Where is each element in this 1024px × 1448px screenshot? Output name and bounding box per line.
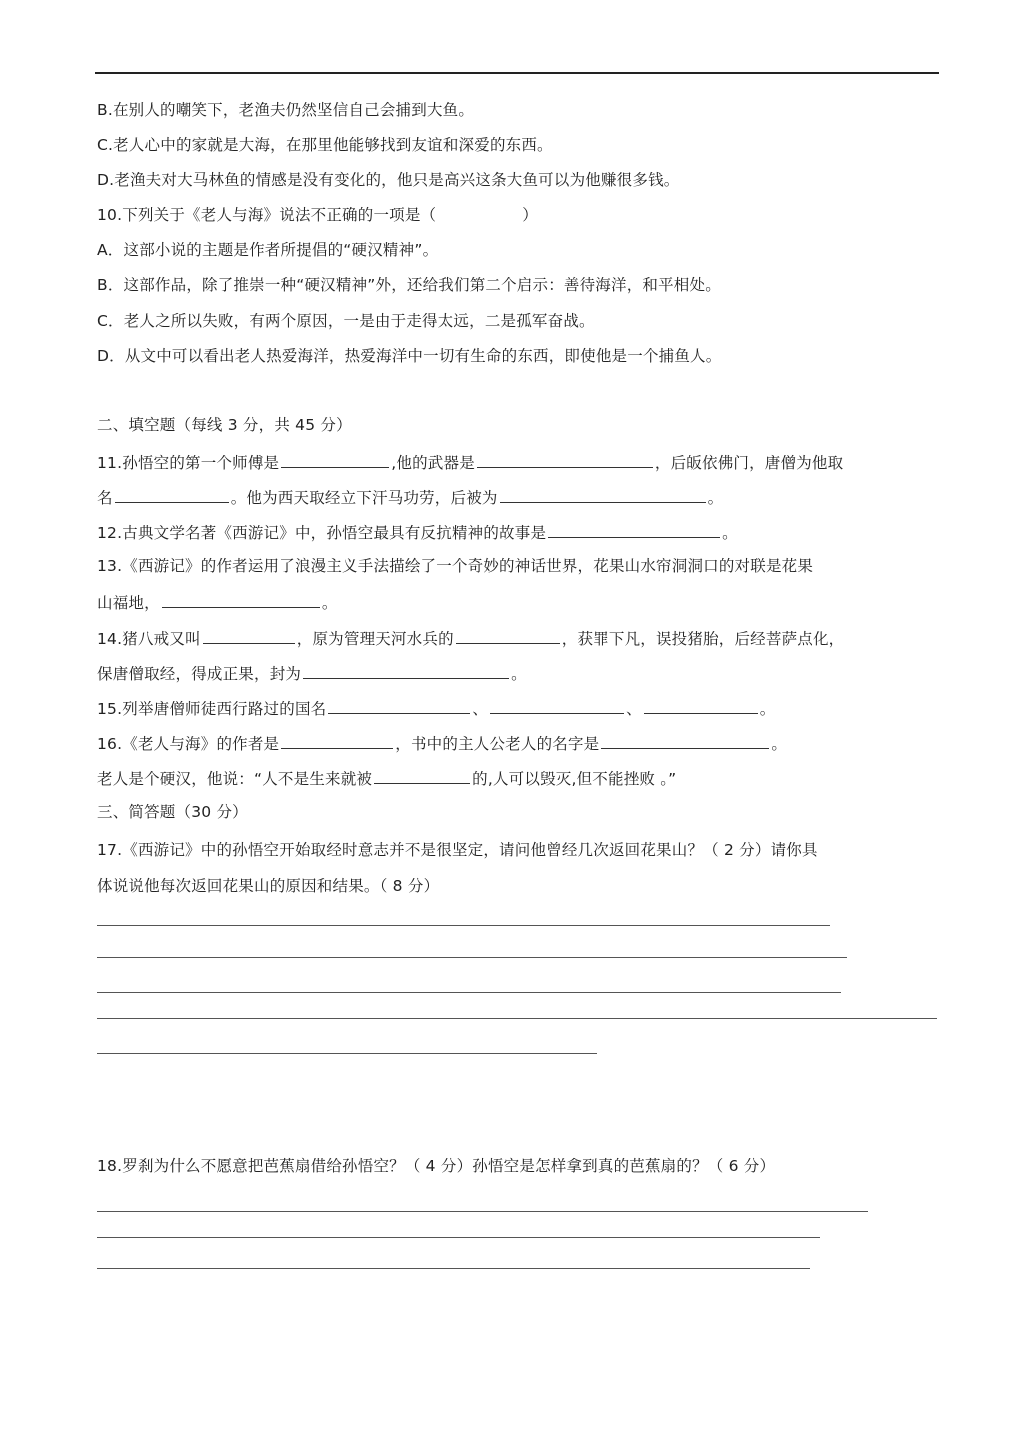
q17-line1: 17.《西游记》中的孙悟空开始取经时意志并不是很坚定，请问他曾经几次返回花果山？（ 2 分）请你具 bbox=[97, 841, 818, 859]
section-short-answer-heading: 三、简答题（30 分） bbox=[97, 803, 248, 821]
q15-sep-1: 、 bbox=[472, 700, 489, 718]
q10-option-b: B．这部作品，除了推崇一种“硬汉精神”外，还给我们第二个启示：善待海洋，和平相处。 bbox=[97, 276, 721, 294]
q17-answer-line-4[interactable] bbox=[97, 1018, 937, 1019]
q14-blank-title[interactable] bbox=[303, 662, 509, 679]
q15 bbox=[97, 697, 775, 719]
q14-text-5: 。 bbox=[511, 665, 527, 683]
q10-stem-start: 10.下列关于《老人与海》说法不正确的一项是（ bbox=[97, 206, 437, 224]
q14-line2 bbox=[97, 662, 527, 684]
q12 bbox=[97, 521, 738, 543]
q11-line1 bbox=[97, 451, 843, 473]
q13-line1: 13.《西游记》的作者运用了浪漫主义手法描绘了一个奇妙的神话世界，花果山水帘洞洞口的对联是花果 bbox=[97, 557, 814, 575]
q14-text-4: 保唐僧取经，得成正果，封为 bbox=[97, 665, 302, 683]
q11-blank-weapon[interactable] bbox=[477, 451, 653, 468]
q18-answer-line-3[interactable] bbox=[97, 1268, 810, 1269]
q14-line1 bbox=[97, 627, 844, 649]
q10-option-c: C．老人之所以失败，有两个原因，一是由于走得太远，二是孤军奋战。 bbox=[97, 312, 595, 330]
q16-line2 bbox=[97, 767, 676, 789]
q17-answer-line-5[interactable] bbox=[97, 1053, 597, 1054]
q11-text-1: 11.孙悟空的第一个师傅是 bbox=[97, 454, 280, 472]
q10-option-d: D．从文中可以看出老人热爱海洋，热爱海洋中一切有生命的东西，即使他是一个捕鱼人。 bbox=[97, 347, 722, 365]
q15-blank-2[interactable] bbox=[490, 697, 624, 714]
q16-line1 bbox=[97, 732, 787, 754]
q15-text: 15.列举唐僧师徒西行路过的国名 bbox=[97, 700, 327, 718]
q10-option-a: A．这部小说的主题是作者所提倡的“硬汉精神”。 bbox=[97, 241, 439, 259]
q16-blank-quote[interactable] bbox=[374, 767, 470, 784]
q15-blank-1[interactable] bbox=[328, 697, 470, 714]
q11-blank-title[interactable] bbox=[500, 486, 706, 503]
q13-text-3: 。 bbox=[321, 594, 338, 612]
q11-text-5: 。他为西天取经立下汗马功劳，后被为 bbox=[230, 489, 498, 507]
q13-text-2: 山福地， bbox=[97, 594, 160, 612]
q17-answer-line-3[interactable] bbox=[97, 992, 841, 993]
q18-answer-line-2[interactable] bbox=[97, 1237, 820, 1238]
q14-blank-post[interactable] bbox=[456, 627, 560, 644]
q15-end: 。 bbox=[759, 700, 776, 718]
q11-text-4: 名 bbox=[97, 489, 113, 507]
q16-blank-name[interactable] bbox=[601, 732, 769, 749]
q12-text-2: 。 bbox=[722, 524, 738, 542]
q9-option-b: B.在别人的嘲笑下，老渔夫仍然坚信自己会捕到大鱼。 bbox=[97, 101, 475, 119]
q17-line2: 体说说他每次返回花果山的原因和结果。（ 8 分） bbox=[97, 877, 440, 895]
q16-text-4: 老人是个硬汉，他说：“人不是生来就被 bbox=[97, 770, 373, 788]
q18-line1: 18.罗刹为什么不愿意把芭蕉扇借给孙悟空？（ 4 分）孙悟空是怎样拿到真的芭蕉扇的？（ 6 分） bbox=[97, 1157, 776, 1175]
q14-text-1: 14.猪八戒又叫 bbox=[97, 630, 201, 648]
q11-text-6: 。 bbox=[707, 489, 724, 507]
header-rule bbox=[95, 72, 939, 74]
q9-option-d: D.老渔夫对大马林鱼的情感是没有变化的，他只是高兴这条大鱼可以为他赚很多钱。 bbox=[97, 171, 680, 189]
q11-blank-teacher[interactable] bbox=[281, 451, 389, 468]
q10-stem-end: ） bbox=[522, 206, 538, 224]
q17-answer-line-2[interactable] bbox=[97, 957, 847, 958]
q12-blank-story[interactable] bbox=[548, 521, 720, 538]
section-fill-in-heading: 二、填空题（每线 3 分，共 45 分） bbox=[97, 416, 352, 434]
q13-line2 bbox=[97, 591, 338, 613]
q16-text-5: 的,人可以毁灭,但不能挫败 。” bbox=[472, 770, 677, 788]
q10-stem bbox=[97, 205, 538, 225]
q9-option-c: C.老人心中的家就是大海，在那里他能够找到友谊和深爱的东西。 bbox=[97, 136, 553, 154]
q11-line2 bbox=[97, 486, 723, 508]
q11-blank-name[interactable] bbox=[115, 486, 229, 503]
q14-blank-alias[interactable] bbox=[203, 627, 295, 644]
q11-text-2: ,他的武器是 bbox=[391, 454, 475, 472]
q17-answer-line-1[interactable] bbox=[97, 925, 830, 926]
q16-blank-author[interactable] bbox=[281, 732, 393, 749]
q16-text-3: 。 bbox=[771, 735, 788, 753]
q14-text-3: ，获罪下凡，误投猪胎，后经菩萨点化， bbox=[561, 630, 845, 648]
q16-text-1: 16.《老人与海》的作者是 bbox=[97, 735, 280, 753]
q14-text-2: ，原为管理天河水兵的 bbox=[296, 630, 454, 648]
q12-text-1: 12.古典文学名著《西游记》中，孙悟空最具有反抗精神的故事是 bbox=[97, 524, 547, 542]
q16-text-2: ，书中的主人公老人的名字是 bbox=[395, 735, 600, 753]
q13-blank-couplet[interactable] bbox=[162, 591, 320, 608]
q18-answer-line-1[interactable] bbox=[97, 1211, 868, 1212]
q15-blank-3[interactable] bbox=[644, 697, 758, 714]
q11-text-3: ，后皈依佛门，唐僧为他取 bbox=[654, 454, 844, 472]
q15-sep-2: 、 bbox=[626, 700, 642, 718]
